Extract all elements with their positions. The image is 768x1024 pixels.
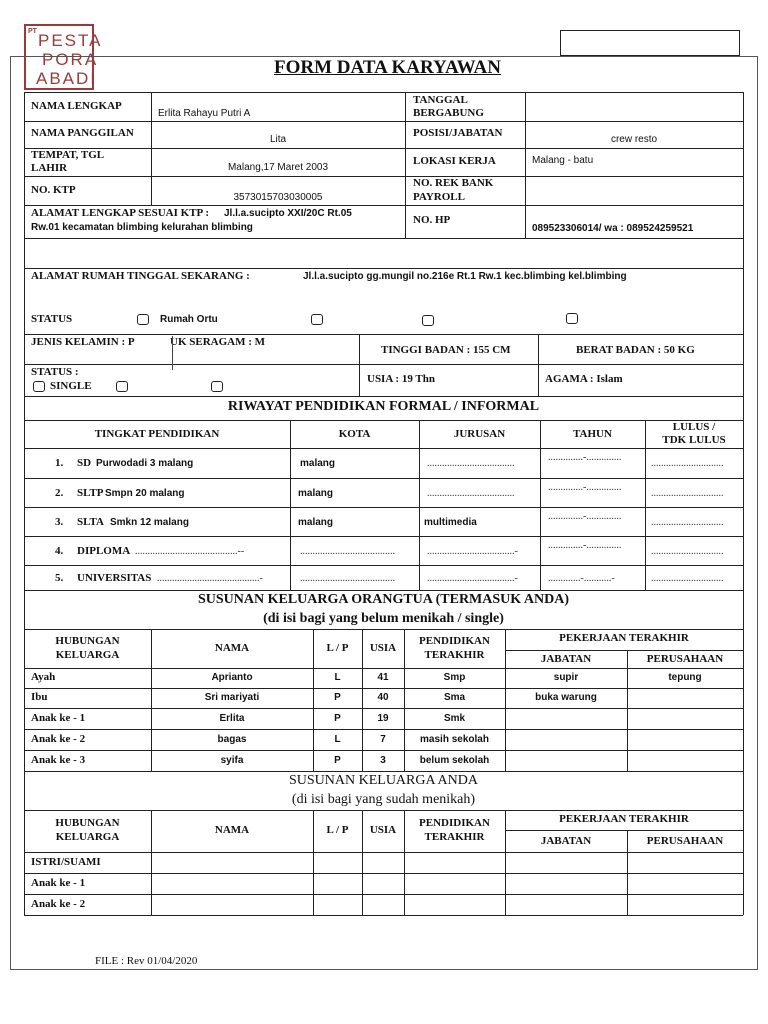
edu-row-tahun-blank[interactable]: ..............-..............: [548, 452, 622, 463]
edu-header-tahun: TAHUN: [573, 428, 612, 440]
ortu-row-pendidikan[interactable]: Smk: [443, 713, 466, 724]
edu-row-tahun-blank[interactable]: .............-...........-: [548, 573, 615, 584]
edu-row-jurusan[interactable]: multimedia: [424, 517, 477, 528]
ortu-row-lp[interactable]: L: [334, 734, 341, 745]
edu-row-tingkat: SLTA: [77, 516, 104, 528]
edu-row-sekolah[interactable]: Smpn 20 malang: [105, 488, 185, 499]
anda-title-2: (di isi bagi yang sudah menikah): [291, 792, 476, 807]
ortu-h-pekerjaan: PEKERJAAN TERAKHIR: [559, 632, 689, 644]
hp-value[interactable]: 089523306014/ wa : 089524259521: [532, 223, 694, 234]
ortu-row-pendidikan[interactable]: Smp: [443, 672, 466, 683]
rek-label-2: PAYROLL: [413, 191, 465, 203]
status2-option: SINGLE: [50, 380, 92, 392]
status2-checkbox-1[interactable]: [33, 381, 45, 392]
edu-row-lulus-blank[interactable]: .............................: [651, 517, 724, 528]
ortu-row-usia[interactable]: 40: [377, 692, 389, 703]
edu-row-no: 4.: [55, 545, 64, 557]
edu-row-jurusan-blank[interactable]: ...................................: [427, 458, 515, 469]
status-checkbox-3[interactable]: [422, 315, 434, 326]
edu-row-tahun-blank[interactable]: ..............-..............: [548, 482, 622, 493]
anda-row-hubungan: Anak ke - 2: [31, 898, 86, 910]
edu-row-jurusan-blank[interactable]: ...................................-: [427, 546, 518, 557]
ortu-row-nama[interactable]: Erlita: [219, 713, 245, 724]
ortu-h-pend-1: PENDIDIKAN: [419, 635, 490, 647]
logo-line-1: PESTA: [38, 31, 103, 50]
lokasi-label: LOKASI KERJA: [413, 155, 496, 167]
status2-label: STATUS :: [31, 366, 79, 378]
edu-row-kota[interactable]: malang: [298, 488, 334, 499]
edu-header-tingkat: TINGKAT PENDIDIKAN: [94, 428, 220, 440]
anda-h-nama: NAMA: [214, 824, 250, 836]
ortu-row-jabatan[interactable]: supir: [553, 672, 579, 683]
pendidikan-title: RIWAYAT PENDIDIKAN FORMAL / INFORMAL: [227, 399, 540, 414]
edu-header-kota: KOTA: [338, 428, 371, 440]
logo-line-3: ABADI: [36, 69, 98, 88]
ortu-row-nama[interactable]: Sri mariyati: [204, 692, 260, 703]
jenis-kelamin[interactable]: JENIS KELAMIN : P: [31, 336, 135, 348]
edu-row-lulus-blank[interactable]: .............................: [651, 458, 724, 469]
ortu-row-hubungan: Anak ke - 3: [31, 754, 86, 766]
anda-h-pekerjaan: PEKERJAAN TERAKHIR: [559, 813, 689, 825]
file-revision: FILE : Rev 01/04/2020: [95, 955, 198, 967]
ortu-h-pend-2: TERAKHIR: [424, 649, 485, 661]
status-checkbox-2[interactable]: [311, 314, 323, 325]
alamat-ktp-label: ALAMAT LENGKAP SESUAI KTP :: [31, 207, 210, 219]
uk-seragam[interactable]: UK SERAGAM : M: [170, 336, 266, 348]
ortu-row-pendidikan[interactable]: belum sekolah: [419, 755, 490, 766]
ktp-label: NO. KTP: [31, 184, 76, 196]
edu-row-lulus-blank[interactable]: .............................: [651, 546, 724, 557]
posisi-value[interactable]: crew resto: [610, 134, 658, 145]
nama-lengkap-label: NAMA LENGKAP: [31, 100, 122, 112]
ortu-row-pendidikan[interactable]: masih sekolah: [420, 734, 489, 745]
anda-h-pend-2: TERAKHIR: [424, 831, 485, 843]
edu-row-sekolah-blank[interactable]: .........................................--: [135, 546, 245, 557]
status-label: STATUS: [31, 313, 73, 325]
ttl-label-1: TEMPAT, TGL: [31, 149, 105, 161]
usia[interactable]: USIA : 19 Thn: [367, 373, 435, 385]
hp-label: NO. HP: [413, 214, 451, 226]
alamat-ktp-value-1[interactable]: Jl.l.a.sucipto XXI/20C Rt.05: [224, 208, 352, 219]
edu-header-jurusan: JURUSAN: [453, 428, 506, 440]
status2-checkbox-2[interactable]: [116, 381, 128, 392]
ortu-row-jabatan[interactable]: buka warung: [535, 692, 597, 703]
anda-h-jabatan: JABATAN: [540, 835, 592, 847]
ortu-row-hubungan: Anak ke - 1: [31, 712, 86, 724]
ortu-row-usia[interactable]: 19: [377, 713, 389, 724]
rek-label-1: NO. REK BANK: [413, 177, 494, 189]
ortu-row-perusahaan[interactable]: tepung: [668, 672, 702, 683]
anda-h-hubungan-1: HUBUNGAN: [55, 817, 120, 829]
ortu-title-2: (di isi bagi yang belum menikah / single): [263, 611, 504, 626]
edu-row-jurusan-blank[interactable]: ...................................-: [427, 573, 518, 584]
edu-row-no: 2.: [55, 487, 64, 499]
ortu-row-hubungan: Ayah: [31, 671, 56, 683]
agama[interactable]: AGAMA : Islam: [545, 373, 623, 385]
posisi-label: POSISI/JABATAN: [413, 127, 503, 139]
nama-panggilan-value[interactable]: Lita: [269, 134, 287, 145]
ortu-row-lp[interactable]: P: [334, 713, 341, 724]
edu-row-tingkat: SD: [77, 457, 92, 469]
edu-row-sekolah[interactable]: Purwodadi 3 malang: [96, 458, 194, 469]
ortu-h-lp: L / P: [326, 642, 349, 654]
logo-pt: PT: [28, 28, 37, 35]
logo-line-2: PORA: [42, 50, 99, 69]
ortu-row-usia[interactable]: 7: [380, 734, 386, 745]
ortu-row-nama[interactable]: syifa: [220, 755, 244, 766]
ortu-h-perusahaan: PERUSAHAAN: [646, 653, 724, 665]
anda-row-hubungan: Anak ke - 1: [31, 877, 86, 889]
edu-row-lulus-blank[interactable]: .............................: [651, 488, 724, 499]
anda-h-lp: L / P: [326, 824, 349, 836]
edu-row-no: 3.: [55, 516, 64, 528]
ortu-h-jabatan: JABATAN: [540, 653, 592, 665]
alamat-ktp-value-2[interactable]: Rw.01 kecamatan blimbing kelurahan blimbing: [31, 222, 253, 233]
edu-row-no: 5.: [55, 572, 64, 584]
edu-row-sekolah[interactable]: Smkn 12 malang: [110, 517, 189, 528]
anda-h-pend-1: PENDIDIKAN: [419, 817, 490, 829]
edu-row-kota-blank[interactable]: ......................................: [300, 546, 395, 557]
ortu-row-hubungan: Ibu: [31, 691, 48, 703]
ortu-h-hubungan-1: HUBUNGAN: [55, 635, 120, 647]
status2-checkbox-3[interactable]: [211, 381, 223, 392]
nama-lengkap-value[interactable]: Erlita Rahayu Putri A: [158, 108, 251, 119]
berat-badan[interactable]: BERAT BADAN : 50 KG: [576, 344, 695, 356]
ortu-row-usia[interactable]: 41: [377, 672, 389, 683]
ktp-value[interactable]: 3573015703030005: [233, 192, 323, 203]
ortu-h-nama: NAMA: [214, 642, 250, 654]
edu-row-tingkat: SLTP: [77, 487, 104, 499]
edu-row-sekolah-blank[interactable]: .........................................-: [157, 573, 263, 584]
page-title: FORM DATA KARYAWAN: [274, 57, 501, 78]
anda-h-usia: USIA: [369, 824, 397, 836]
edu-row-kota[interactable]: malang: [300, 458, 336, 469]
ortu-row-nama[interactable]: bagas: [217, 734, 247, 745]
ortu-row-hubungan: Anak ke - 2: [31, 733, 86, 745]
ortu-row-usia[interactable]: 3: [380, 755, 386, 766]
anda-h-hubungan-2: KELUARGA: [55, 831, 120, 843]
edu-row-jurusan-blank[interactable]: ...................................: [427, 488, 515, 499]
edu-header-lulus-2: TDK LULUS: [662, 434, 726, 446]
status-checkbox-4[interactable]: [566, 313, 578, 324]
edu-row-tingkat: UNIVERSITAS: [77, 572, 152, 584]
edu-header-lulus-1: LULUS /: [672, 421, 716, 433]
lokasi-value[interactable]: Malang - batu: [532, 155, 594, 166]
status-option-label: Rumah Ortu: [160, 314, 218, 325]
edu-row-lulus-blank[interactable]: .............................: [651, 573, 724, 584]
ortu-row-lp[interactable]: L: [334, 672, 341, 683]
ttl-value[interactable]: Malang,17 Maret 2003: [227, 162, 329, 173]
alamat-rumah-label: ALAMAT RUMAH TINGGAL SEKARANG :: [31, 270, 250, 282]
edu-row-kota-blank[interactable]: ......................................: [300, 573, 395, 584]
ortu-title-1: SUSUNAN KELUARGA ORANGTUA (TERMASUK ANDA): [197, 592, 570, 607]
anda-row-hubungan: ISTRI/SUAMI: [31, 856, 101, 868]
nama-panggilan-label: NAMA PANGGILAN: [31, 127, 134, 139]
ttl-label-2: LAHIR: [31, 162, 68, 174]
tinggi-badan[interactable]: TINGGI BADAN : 155 CM: [381, 344, 511, 356]
edu-row-tingkat: DIPLOMA: [77, 545, 131, 557]
edu-row-tahun-blank[interactable]: ..............-..............: [548, 511, 622, 522]
edu-row-tahun-blank[interactable]: ..............-..............: [548, 540, 622, 551]
ortu-h-usia: USIA: [369, 642, 397, 654]
ortu-row-lp[interactable]: P: [334, 755, 341, 766]
status-checkbox-1[interactable]: [137, 314, 149, 325]
anda-title-1: SUSUNAN KELUARGA ANDA: [288, 773, 478, 788]
edu-row-no: 1.: [55, 457, 64, 469]
form-number-box[interactable]: [560, 30, 740, 56]
ortu-row-pendidikan[interactable]: Sma: [443, 692, 466, 703]
anda-h-perusahaan: PERUSAHAAN: [646, 835, 724, 847]
tanggal-bergabung-label-1: TANGGAL: [413, 94, 468, 106]
ortu-row-nama[interactable]: Aprianto: [211, 672, 253, 683]
alamat-rumah-value[interactable]: Jl.l.a.sucipto gg.mungil no.216e Rt.1 Rw.1 kec.blimbing kel.blimbing: [303, 271, 627, 282]
tanggal-bergabung-label-2: BERGABUNG: [413, 107, 484, 119]
ortu-row-lp[interactable]: P: [334, 692, 341, 703]
ortu-h-hubungan-2: KELUARGA: [55, 649, 120, 661]
edu-row-kota[interactable]: malang: [298, 517, 334, 528]
